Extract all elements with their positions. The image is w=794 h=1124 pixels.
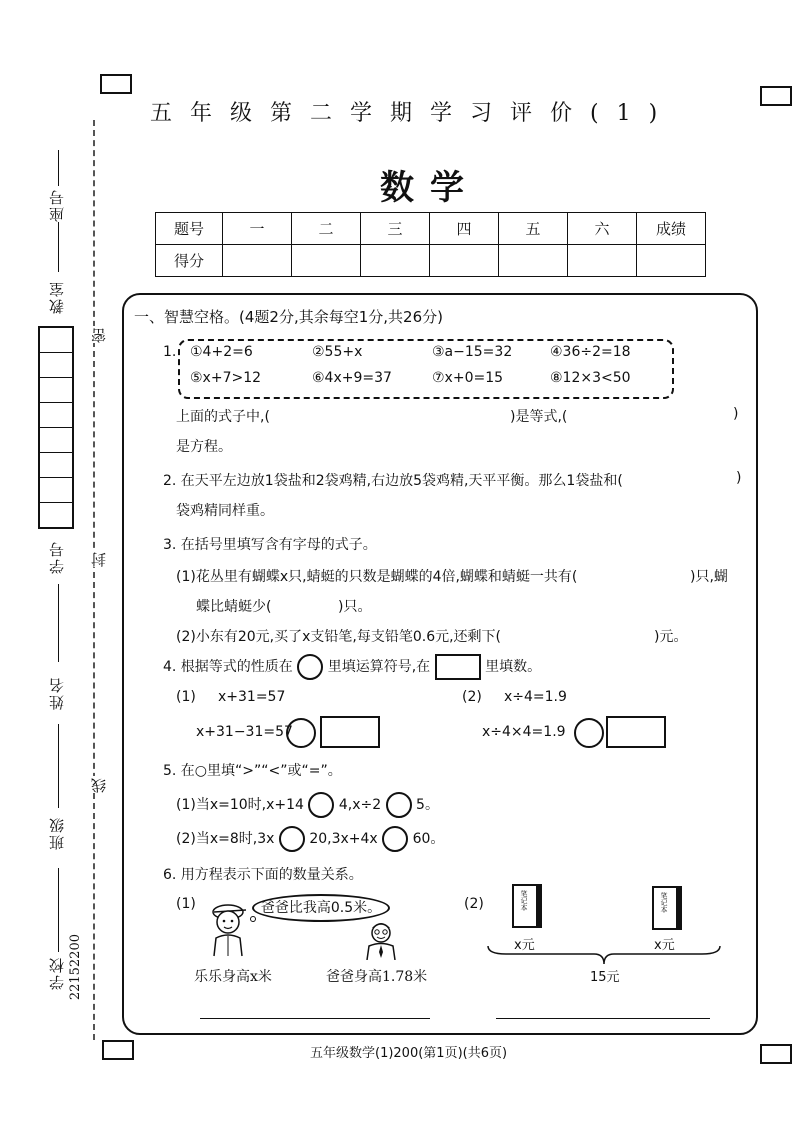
price-label-2: x元 bbox=[654, 938, 675, 953]
q4-text-part: 里填运算符号,在 bbox=[327, 659, 431, 675]
q1-answer-blank-1[interactable] bbox=[290, 404, 505, 424]
formula-item: ⑤x+7>12 bbox=[190, 370, 262, 386]
formula-item: ④36÷2=18 bbox=[550, 344, 631, 360]
score-table-score-row bbox=[156, 245, 706, 277]
total-brace-icon bbox=[486, 944, 722, 966]
q1-number: 1. bbox=[163, 344, 177, 360]
score-input-6[interactable] bbox=[568, 245, 637, 277]
score-table-header-row bbox=[156, 213, 706, 245]
q3-2-answer-blank[interactable] bbox=[556, 624, 652, 644]
q3-1-text: 蝶比蜻蜓少( bbox=[196, 599, 272, 615]
room-label: 教室 bbox=[48, 280, 66, 314]
score-table-cell: 题号 bbox=[156, 213, 223, 245]
q3-2-text: (2)小东有20元,买了x支铅笔,每支铅笔0.6元,还剩下( bbox=[176, 629, 502, 645]
score-table-cell: 四 bbox=[430, 213, 499, 245]
score-table-cell: 五 bbox=[499, 213, 568, 245]
score-table-cell: 三 bbox=[361, 213, 430, 245]
q2-text: ) bbox=[736, 470, 742, 486]
student-number-label: 学号 bbox=[48, 540, 66, 574]
q5-1-text: 4,x÷2 bbox=[338, 797, 382, 813]
q5-1-compare-circle-1[interactable] bbox=[308, 792, 334, 818]
section1-heading: 一、智慧空格。(4题2分,其余每空1分,共26分) bbox=[134, 308, 443, 326]
q6-text: 6. 用方程表示下面的数量关系。 bbox=[163, 867, 363, 883]
total-price-label: 15元 bbox=[590, 970, 620, 985]
notebook-icon bbox=[652, 886, 682, 930]
q1-text: 是方程。 bbox=[176, 439, 232, 455]
notebook-label: 笔记本 bbox=[660, 892, 668, 913]
seat-label: 座号 bbox=[48, 188, 66, 222]
corner-mark-top-right bbox=[760, 86, 792, 106]
dad-height-label: 爸爸身高1.78米 bbox=[326, 969, 428, 985]
q4-text bbox=[163, 654, 541, 680]
q3-1-answer-blank-1[interactable] bbox=[630, 564, 688, 584]
q4-2-operator-circle[interactable] bbox=[574, 718, 604, 748]
q5-1-compare-circle-2[interactable] bbox=[386, 792, 412, 818]
child-figure-icon bbox=[206, 898, 254, 960]
score-input-total[interactable] bbox=[637, 245, 706, 277]
lele-height-label: 乐乐身高x米 bbox=[194, 969, 272, 985]
circle-symbol-icon bbox=[297, 654, 323, 680]
q5-1-text: (1)当x=10时,x+14 bbox=[176, 797, 304, 813]
q5-1-row bbox=[176, 792, 439, 818]
q6-2-label: (2) bbox=[464, 896, 484, 912]
q4-1-operator-circle[interactable] bbox=[286, 718, 316, 748]
formula-item: ⑧12×3<50 bbox=[550, 370, 631, 386]
score-input-3[interactable] bbox=[361, 245, 430, 277]
speech-bubble: 爸爸比我高0.5米。 bbox=[252, 894, 390, 922]
q5-2-compare-circle-1[interactable] bbox=[279, 826, 305, 852]
score-table-cell: 六 bbox=[568, 213, 637, 245]
q3-1-text: )只。 bbox=[338, 599, 372, 615]
q3-1-text: (1)花丛里有蝴蝶x只,蜻蜓的只数是蝴蝶的4倍,蝴蝶和蜻蜓一共有( bbox=[176, 569, 578, 585]
score-input-1[interactable] bbox=[223, 245, 292, 277]
school-code: 22152200 bbox=[68, 934, 83, 1001]
q1-text: 上面的式子中,( bbox=[176, 409, 270, 425]
q4-text-part: 里填数。 bbox=[485, 659, 542, 675]
q4-2-number-box[interactable] bbox=[606, 716, 666, 748]
q1-text: )是等式,( bbox=[510, 409, 568, 425]
formula-item: ⑦x+0=15 bbox=[432, 370, 504, 386]
page-footer: 五年级数学(1)200(第1页)(共6页) bbox=[310, 1046, 508, 1061]
q3-text: 3. 在括号里填写含有字母的式子。 bbox=[163, 537, 377, 553]
score-input-5[interactable] bbox=[499, 245, 568, 277]
q1-text: ) bbox=[733, 406, 739, 422]
score-table bbox=[155, 212, 706, 277]
q6-1-label: (1) bbox=[176, 896, 196, 912]
q4-1-equation: x+31=57 bbox=[218, 689, 286, 705]
exam-title: 五年级第二学期学习评价(1) bbox=[150, 101, 676, 126]
notebook-icon bbox=[512, 884, 542, 928]
q5-2-text: 60。 bbox=[412, 831, 445, 847]
score-table-cell: 一 bbox=[223, 213, 292, 245]
score-table-cell: 得分 bbox=[156, 245, 223, 277]
notebook-label: 笔记本 bbox=[520, 890, 528, 911]
school-line bbox=[58, 868, 59, 952]
q5-2-text: 20,3x+4x bbox=[309, 831, 378, 847]
seal-mark-feng: 封 bbox=[90, 550, 108, 567]
seal-dashed-line bbox=[93, 120, 95, 1040]
class-line bbox=[58, 724, 59, 808]
corner-mark-bottom-left bbox=[102, 1040, 134, 1060]
score-table-cell: 成绩 bbox=[637, 213, 706, 245]
subject-title: 数学 bbox=[380, 168, 480, 208]
q4-2-label: (2) bbox=[462, 689, 482, 705]
price-label-1: x元 bbox=[514, 938, 535, 953]
corner-mark-top-left bbox=[100, 74, 132, 94]
class-label: 班级 bbox=[48, 816, 66, 850]
name-line bbox=[58, 584, 59, 662]
q2-text: 2. 在天平左边放1袋盐和2袋鸡精,右边放5袋鸡精,天平平衡。那么1袋盐和( bbox=[163, 473, 623, 489]
formula-item: ②55+x bbox=[312, 344, 363, 360]
seat-line-2 bbox=[58, 222, 59, 272]
q4-2-step: x÷4×4=1.9 bbox=[482, 724, 566, 740]
school-label: 学校 bbox=[48, 956, 66, 990]
q5-2-text: (2)当x=8时,3x bbox=[176, 831, 275, 847]
q2-answer-blank[interactable] bbox=[690, 468, 734, 488]
q6-1-answer-line[interactable] bbox=[200, 1018, 430, 1019]
father-figure-icon bbox=[364, 918, 398, 960]
formula-item: ③a−15=32 bbox=[432, 344, 513, 360]
box-symbol-icon bbox=[435, 654, 481, 680]
student-number-grid[interactable] bbox=[38, 326, 74, 529]
q5-text: 5. 在○里填“>”“<”或“=”。 bbox=[163, 763, 342, 779]
q2-text: 袋鸡精同样重。 bbox=[176, 503, 274, 519]
formula-item: ⑥4x+9=37 bbox=[312, 370, 392, 386]
q3-1-answer-blank-2[interactable] bbox=[284, 594, 336, 614]
q4-1-step: x+31−31=57 bbox=[196, 724, 293, 740]
seal-mark-xian: 线 bbox=[90, 776, 108, 793]
q4-text-part: 4. 根据等式的性质在 bbox=[163, 659, 293, 675]
name-label: 姓名 bbox=[48, 676, 66, 710]
q1-answer-blank-2[interactable] bbox=[575, 404, 730, 424]
q4-2-equation: x÷4=1.9 bbox=[504, 689, 567, 705]
q6-2-answer-line[interactable] bbox=[496, 1018, 710, 1019]
seal-mark-mi: 密 bbox=[90, 326, 108, 343]
seat-line bbox=[58, 150, 59, 186]
q4-1-label: (1) bbox=[176, 689, 196, 705]
score-input-2[interactable] bbox=[292, 245, 361, 277]
q3-1-text: )只,蝴 bbox=[690, 569, 728, 585]
score-table-cell: 二 bbox=[292, 213, 361, 245]
formula-item: ①4+2=6 bbox=[190, 344, 253, 360]
q3-2-text: )元。 bbox=[654, 629, 688, 645]
score-input-4[interactable] bbox=[430, 245, 499, 277]
thought-dot-icon bbox=[250, 916, 256, 922]
q5-2-compare-circle-2[interactable] bbox=[382, 826, 408, 852]
q5-2-row bbox=[176, 826, 444, 852]
q5-1-text: 5。 bbox=[416, 797, 439, 813]
corner-mark-bottom-right bbox=[760, 1044, 792, 1064]
q4-1-number-box[interactable] bbox=[320, 716, 380, 748]
